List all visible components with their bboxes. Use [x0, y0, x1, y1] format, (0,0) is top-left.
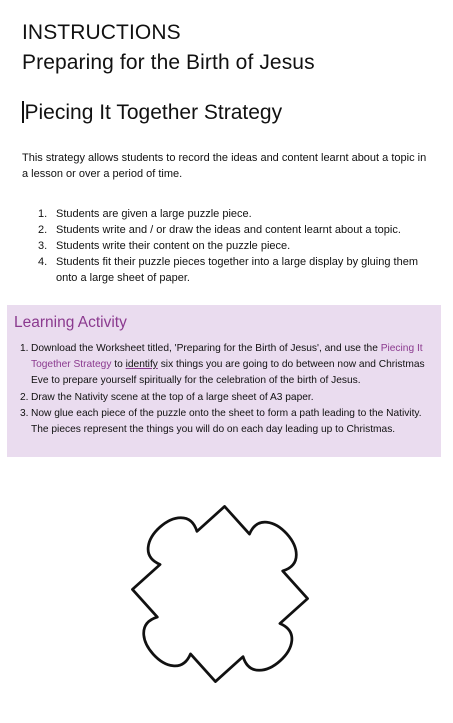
- list-item: [38, 254, 433, 286]
- list-number: 1.: [38, 208, 48, 220]
- learning-activity-title: Learning Activity: [14, 314, 127, 331]
- list-item-text: to: [111, 359, 126, 371]
- document-header: [22, 18, 315, 78]
- list-item-text: Students fit their puzzle pieces together into a large display by gluing them onto a large sheet of paper.: [56, 256, 418, 284]
- list-item: [20, 390, 436, 406]
- learning-activity-panel: [7, 305, 441, 457]
- list-number: 2.: [38, 224, 48, 236]
- list-item-text: Download the Worksheet titled, 'Preparing for the Birth of Jesus', and use the: [31, 343, 381, 354]
- list-item-text: Students are given a large puzzle piece.: [56, 208, 252, 220]
- strategy-title[interactable]: [22, 98, 282, 128]
- strategy-steps: [38, 206, 433, 286]
- list-number: 3.: [20, 407, 29, 419]
- list-number: 4.: [38, 256, 48, 268]
- header-subtitle: Preparing for the Birth of Jesus: [22, 51, 315, 74]
- list-item: [38, 222, 433, 238]
- header-title: INSTRUCTIONS: [22, 21, 181, 44]
- puzzle-piece-icon: [95, 470, 345, 723]
- list-item: [38, 206, 433, 222]
- list-item: [20, 341, 436, 390]
- list-item-text: Students write and / or draw the ideas and content learnt about a topic.: [56, 224, 401, 236]
- strategy-title-text: Piecing It Together Strategy: [24, 101, 283, 124]
- strategy-intro: This strategy allows students to record the ideas and content learnt about a topic in a lesson or over a period of time.: [22, 152, 427, 180]
- list-item: [38, 238, 433, 254]
- list-item-text: six things you are going to do between now and Christmas Eve to prepare yourself spiritually for the celebration of the birth of Jesus.: [31, 359, 425, 387]
- list-item-text: Now glue each piece of the puzzle onto the sheet to form a path leading to the Nativity. The pieces represent the things you will do on each day leading up to Christmas.: [31, 407, 422, 436]
- list-item-text: Draw the Nativity scene at the top of a large sheet of A3 paper.: [31, 391, 314, 403]
- list-number: 3.: [38, 240, 48, 252]
- puzzle-piece-graphic: [95, 470, 345, 718]
- activity-steps: [20, 341, 436, 438]
- list-number: 1.: [20, 343, 29, 354]
- strategy-link[interactable]: Piecing It Together Strategy: [31, 343, 423, 371]
- text-cursor: [22, 101, 24, 123]
- spellcheck-word: identify: [125, 359, 158, 371]
- list-number: 2.: [20, 391, 29, 403]
- list-item-text: Students write their content on the puzzle piece.: [56, 240, 291, 252]
- list-item: [20, 406, 436, 438]
